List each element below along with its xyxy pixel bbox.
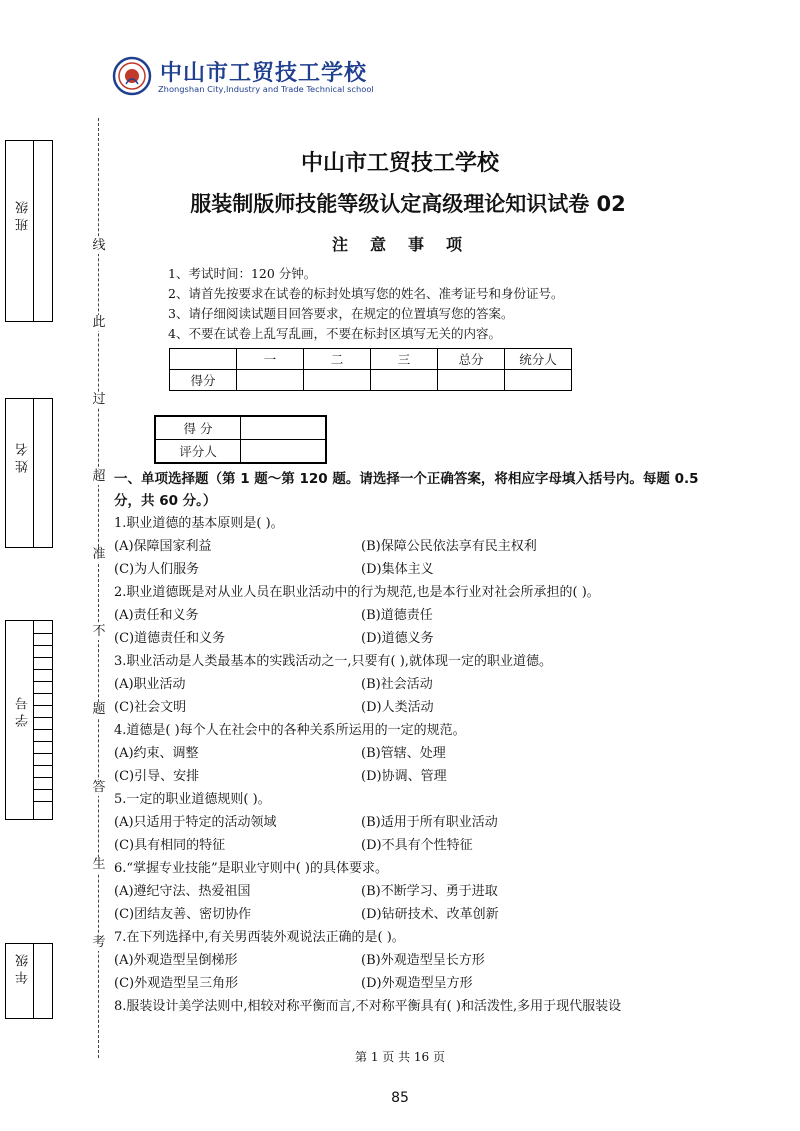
seal-char: 准 (92, 547, 106, 562)
student-id-divider (33, 621, 34, 819)
seal-char: 考 (92, 935, 106, 950)
option-a: (A)约束、调整 (114, 746, 199, 761)
option-a: (A)责任和义务 (114, 608, 199, 623)
score-cell[interactable] (237, 370, 304, 391)
option-a: (A)外观造型呈倒梯形 (114, 953, 238, 968)
option-b: (B)道德责任 (361, 608, 433, 623)
option-row (114, 949, 714, 972)
option-b: (B)管辖、处理 (361, 746, 446, 761)
question-stem: 5.一定的职业道德规则( )。 (114, 792, 271, 807)
option-row (114, 903, 714, 926)
score-table-row (170, 370, 572, 391)
grade-box (5, 943, 53, 1019)
score-header-cell (170, 349, 237, 370)
exam-title: 服装制版师技能等级认定高级理论知识试卷 02 (190, 192, 626, 216)
seal-char: 生 (92, 857, 106, 872)
question-stem: 3.职业活动是人类最基本的实践活动之一,只要有( ),就体现一定的职业道德。 (114, 654, 552, 669)
class-label: 班 级 (16, 201, 31, 232)
note-item: 4、不要在试卷上乱写乱画，不要在标封区填写无关的内容。 (168, 326, 501, 341)
option-row (114, 627, 714, 650)
seal-char: 过 (92, 392, 106, 407)
option-row (114, 811, 714, 834)
page-number: 第 1 页 共 16 页 (355, 1050, 445, 1064)
question-stem: 2.职业道德既是对从业人员在职业活动中的行为规范,也是本行业对社会所承担的( )。 (114, 585, 600, 600)
score-table (169, 348, 572, 391)
note-item: 3、请仔细阅读试题目回答要求，在规定的位置填写您的答案。 (168, 306, 514, 321)
option-b: (B)保障公民依法享有民主权利 (361, 539, 537, 554)
name-label: 姓 名 (16, 443, 31, 474)
name-box (5, 398, 53, 548)
option-c: (C)为人们服务 (114, 562, 200, 577)
grader-score-cell[interactable] (241, 416, 327, 440)
school-title: 中山市工贸技工学校 (300, 151, 499, 176)
option-b: (B)不断学习、勇于进取 (361, 884, 498, 899)
seal-dashed-line (98, 118, 99, 1058)
option-c: (C)道德责任和义务 (114, 631, 226, 646)
option-row (114, 558, 714, 581)
seal-char: 题 (92, 702, 106, 717)
grade-label: 年 级 (16, 954, 31, 985)
logo-english-name: Zhongshan City,Industry and Trade Technical school (158, 84, 374, 94)
student-id-grid (33, 621, 52, 819)
note-item: 1、考试时间：120 分钟。 (168, 266, 317, 281)
notice-heading: 注意事项 (331, 235, 484, 254)
section-heading: 一、单项选择题（第 1 题～第 120 题。请选择一个正确答案，将相应字母填入括号内。每题 0.5 分，共 60 分。） (114, 471, 699, 509)
option-d: (D)外观造型呈方形 (361, 976, 473, 991)
score-cell[interactable] (438, 370, 505, 391)
question-stem: 8.服装设计美学法则中,相较对称平衡而言,不对称平衡具有( )和活泼性,多用于现代服装设 (114, 999, 622, 1014)
student-id-label: 学 号 (16, 697, 31, 728)
option-d: (D)不具有个性特征 (361, 838, 473, 853)
logo-chinese-name: 中山市工贸技工学校 (160, 60, 368, 86)
seal-char: 超 (92, 469, 106, 484)
option-d: (D)协调、管理 (361, 769, 447, 784)
option-c: (C)引导、安排 (114, 769, 200, 784)
grader-name-label: 评分人 (155, 440, 241, 464)
option-b: (B)外观造型呈长方形 (361, 953, 485, 968)
option-d: (D)集体主义 (361, 562, 434, 577)
school-emblem-icon (112, 56, 152, 96)
grade-box-divider (33, 944, 34, 1018)
option-b: (B)适用于所有职业活动 (361, 815, 498, 830)
option-row (114, 535, 714, 558)
question-stem: 7.在下列选择中,有关男西装外观说法正确的是( )。 (114, 930, 405, 945)
question-stem: 6.“掌握专业技能”是职业守则中( )的具体要求。 (114, 861, 388, 876)
grader-name-cell[interactable] (241, 440, 327, 464)
seal-char: 此 (92, 315, 106, 330)
option-a: (A)职业活动 (114, 677, 186, 692)
grader-score-label: 得 分 (155, 416, 241, 440)
score-header-cell: 二 (304, 349, 371, 370)
option-d: (D)钻研技术、改革创新 (361, 907, 499, 922)
option-a: (A)只适用于特定的活动领域 (114, 815, 277, 830)
option-c: (C)社会文明 (114, 700, 187, 715)
score-header-cell: 总分 (438, 349, 505, 370)
option-row (114, 696, 714, 719)
score-cell[interactable] (304, 370, 371, 391)
score-row-label: 得分 (170, 370, 237, 391)
seal-char: 答 (92, 780, 106, 795)
score-cell[interactable] (371, 370, 438, 391)
option-row (114, 765, 714, 788)
option-d: (D)道德义务 (361, 631, 434, 646)
sheet-number: 85 (391, 1090, 409, 1106)
option-c: (C)外观造型呈三角形 (114, 976, 239, 991)
option-row (114, 880, 714, 903)
option-a: (A)遵纪守法、热爱祖国 (114, 884, 251, 899)
option-row (114, 834, 714, 857)
question-stem: 1.职业道德的基本原则是( )。 (114, 516, 284, 531)
note-item: 2、请首先按要求在试卷的标封处填写您的姓名、准考证号和身份证号。 (168, 286, 564, 301)
option-row (114, 742, 714, 765)
option-row (114, 673, 714, 696)
seal-char: 线 (92, 238, 106, 253)
option-b: (B)社会活动 (361, 677, 433, 692)
question-list (114, 512, 714, 1018)
grader-table (154, 415, 327, 464)
score-header-cell: 三 (371, 349, 438, 370)
score-header-cell: 一 (237, 349, 304, 370)
student-id-box (5, 620, 53, 820)
name-box-divider (33, 399, 34, 547)
option-row (114, 604, 714, 627)
option-row (114, 972, 714, 995)
question-stem: 4.道德是( )每个人在社会中的各种关系所运用的一定的规范。 (114, 723, 466, 738)
option-c: (C)具有相同的特征 (114, 838, 226, 853)
school-logo (112, 52, 374, 102)
seal-char: 不 (92, 624, 106, 639)
score-table-header (170, 349, 572, 370)
score-cell[interactable] (505, 370, 572, 391)
option-a: (A)保障国家利益 (114, 539, 212, 554)
option-d: (D)人类活动 (361, 700, 434, 715)
score-header-cell: 统分人 (505, 349, 572, 370)
option-c: (C)团结友善、密切协作 (114, 907, 252, 922)
exam-notes (168, 264, 563, 344)
